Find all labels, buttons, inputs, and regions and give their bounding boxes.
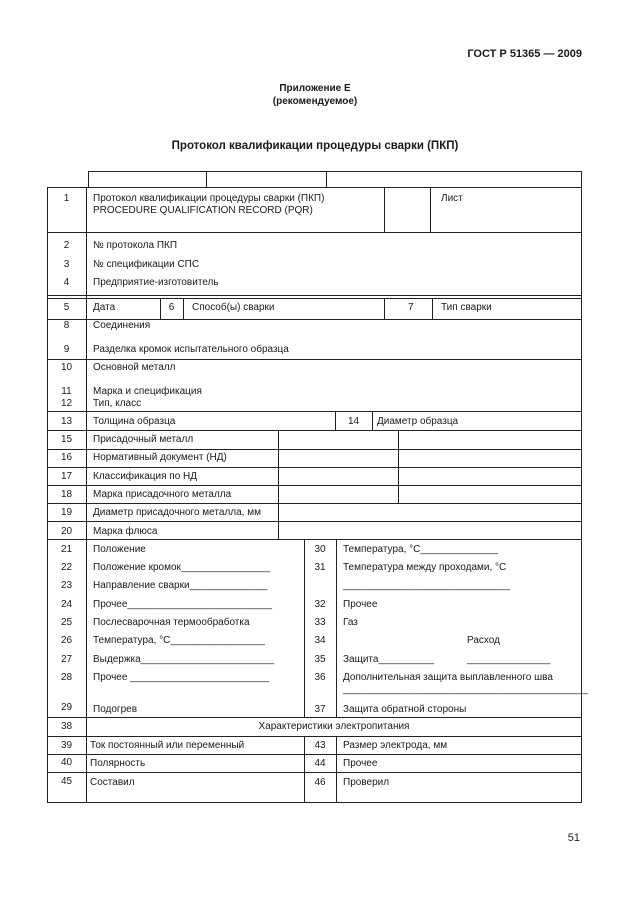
- col-rule: [398, 430, 399, 503]
- row-number: 34: [314, 635, 326, 646]
- type-class-label: Тип, класс: [93, 398, 142, 409]
- row-number: 37: [314, 704, 326, 715]
- preheat-label: Подогрев: [93, 704, 138, 715]
- row-number: 45: [60, 776, 73, 787]
- pqr-number-label: № протокола ПКП: [93, 240, 178, 251]
- row-rule: [47, 449, 582, 450]
- row-rule: [47, 411, 582, 412]
- power-characteristics-heading: Характеристики электропитания: [258, 721, 410, 732]
- welding-direction-label: Направление сварки______________: [93, 580, 268, 591]
- row-number: 4: [63, 277, 70, 288]
- row-number: 24: [60, 599, 73, 610]
- filler-grade-label: Марка присадочного металла: [93, 489, 232, 500]
- row-number: 46: [314, 777, 326, 788]
- row-rule: [47, 717, 582, 718]
- base-metal-label: Основной металл: [93, 362, 176, 373]
- row-number: 32: [314, 599, 326, 610]
- row-number: 44: [314, 758, 326, 769]
- number-column-divider: [86, 187, 87, 803]
- row-number: 2: [63, 240, 70, 251]
- interpass-temperature-label: Температура между проходами, °С: [343, 562, 507, 573]
- col-rule: [384, 187, 385, 232]
- row-rule: [47, 485, 582, 486]
- gas-label: Газ: [343, 617, 358, 628]
- standard-designation: ГОСТ Р 51365 — 2009: [467, 48, 582, 60]
- row-rule: [47, 772, 582, 773]
- current-type-label: Ток постоянный или переменный: [90, 740, 245, 751]
- row-number: 23: [60, 580, 73, 591]
- checked-by-label: Проверил: [343, 777, 390, 788]
- welding-process-label: Способ(ы) сварки: [192, 302, 275, 313]
- pwht-label: Послесварочная термообработка: [93, 617, 250, 628]
- row-rule: [47, 295, 582, 296]
- row-number: 16: [60, 452, 73, 463]
- row-number: 13: [60, 416, 73, 427]
- row-number: 38: [60, 721, 73, 732]
- sample-diameter-label: Диаметр образца: [377, 416, 459, 427]
- col-rule: [278, 430, 279, 539]
- shielding-flow-line: _______________: [467, 654, 551, 665]
- row-number: 14: [347, 416, 360, 427]
- edge-position-label: Положение кромок________________: [93, 562, 270, 573]
- row-number: 15: [60, 434, 73, 445]
- col-rule: [183, 298, 184, 319]
- top-strip-divider-1: [206, 171, 207, 187]
- row-number: 17: [60, 471, 73, 482]
- top-strip: [88, 171, 582, 187]
- prepared-by-label: Составил: [90, 777, 135, 788]
- row-number: 12: [60, 398, 73, 409]
- row-number: 8: [63, 320, 70, 331]
- row-rule: [47, 521, 582, 522]
- row-rule: [47, 467, 582, 468]
- holding-time-label: Выдержка________________________: [93, 654, 275, 665]
- document-title: Протокол квалификации процедуры сварки (ПКП): [171, 140, 459, 152]
- trailing-shield-line: ____________________________________________: [343, 684, 588, 695]
- row-rule: [47, 539, 582, 540]
- row-number: 21: [60, 544, 73, 555]
- date-label: Дата: [93, 302, 116, 313]
- other-label: Прочее: [343, 758, 378, 769]
- row-number: 36: [314, 672, 326, 683]
- row-number: 18: [60, 489, 73, 500]
- col-rule: [336, 736, 337, 803]
- row-rule: [47, 232, 582, 233]
- interpass-temperature-line: ______________________________: [343, 580, 510, 591]
- flux-grade-label: Марка флюса: [93, 526, 158, 537]
- other-label: Прочее _________________________: [93, 672, 270, 683]
- row-number: 6: [168, 302, 175, 313]
- grade-spec-label: Марка и спецификация: [93, 386, 202, 397]
- wps-number-label: № спецификации СПС: [93, 259, 200, 270]
- row-number: 43: [314, 740, 326, 751]
- record-title-ru: Протокол квалификации процедуры сварки (ПКП): [93, 193, 325, 204]
- row-rule: [47, 298, 582, 299]
- other-label: Прочее: [343, 599, 378, 610]
- trailing-shield-label: Дополнительная защита выплавленного шва: [343, 672, 553, 683]
- row-number: 29: [60, 702, 73, 713]
- filler-diameter-label: Диаметр присадочного металла, мм: [93, 507, 261, 518]
- manufacturer-label: Предприятие-изготовитель: [93, 277, 219, 288]
- row-number: 11: [61, 386, 72, 397]
- row-number: 28: [60, 672, 73, 683]
- row-number: 19: [60, 507, 73, 518]
- row-number: 3: [63, 259, 70, 270]
- top-strip-divider-2: [326, 171, 327, 187]
- shielding-label: Защита__________: [343, 654, 435, 665]
- row-number: 10: [60, 362, 73, 373]
- col-rule: [372, 411, 373, 430]
- filler-metal-label: Присадочный металл: [93, 434, 194, 445]
- record-title-en: PROCEDURE QUALIFICATION RECORD (PQR): [93, 205, 313, 216]
- flow-rate-label: Расход: [467, 635, 500, 646]
- row-rule: [47, 359, 582, 360]
- row-rule: [47, 754, 582, 755]
- other-label: Прочее__________________________: [93, 599, 273, 610]
- standard-document-label: Нормативный документ (НД): [93, 452, 227, 463]
- row-number: 25: [60, 617, 73, 628]
- row-number: 20: [60, 526, 73, 537]
- row-number: 7: [408, 302, 414, 313]
- position-label: Положение: [93, 544, 146, 555]
- col-rule: [336, 539, 337, 717]
- col-rule: [384, 298, 385, 319]
- row-rule: [47, 503, 582, 504]
- appendix-title: Приложение Е: [279, 83, 351, 94]
- preheat-temperature-label: Температура, °С______________: [343, 544, 499, 555]
- backing-shield-label: Защита обратной стороны: [343, 704, 467, 715]
- col-rule: [432, 298, 433, 319]
- row-number: 1: [63, 193, 70, 204]
- joints-label: Соединения: [93, 320, 151, 331]
- row-number: 31: [314, 562, 326, 573]
- row-rule: [47, 736, 582, 737]
- row-number: 5: [63, 302, 70, 313]
- classification-label: Классификация по НД: [93, 471, 198, 482]
- row-number: 33: [314, 617, 326, 628]
- page-number: 51: [567, 832, 580, 844]
- pwht-temperature-label: Температура, °С_________________: [93, 635, 265, 646]
- col-rule: [430, 187, 431, 232]
- welding-type-label: Тип сварки: [441, 302, 492, 313]
- electrode-size-label: Размер электрода, мм: [343, 740, 448, 751]
- row-number: 35: [314, 654, 326, 665]
- row-number: 9: [63, 344, 70, 355]
- row-number: 22: [60, 562, 73, 573]
- row-number: 40: [60, 757, 73, 768]
- row-number: 39: [60, 740, 73, 751]
- polarity-label: Полярность: [90, 758, 146, 769]
- sample-thickness-label: Толщина образца: [93, 416, 176, 427]
- sheet-label: Лист: [441, 193, 463, 204]
- row-number: 30: [314, 544, 326, 555]
- row-number: 26: [60, 635, 73, 646]
- appendix-subtitle: (рекомендуемое): [272, 96, 358, 107]
- row-number: 27: [60, 654, 73, 665]
- edge-preparation-label: Разделка кромок испытательного образца: [93, 344, 289, 355]
- row-rule: [47, 430, 582, 431]
